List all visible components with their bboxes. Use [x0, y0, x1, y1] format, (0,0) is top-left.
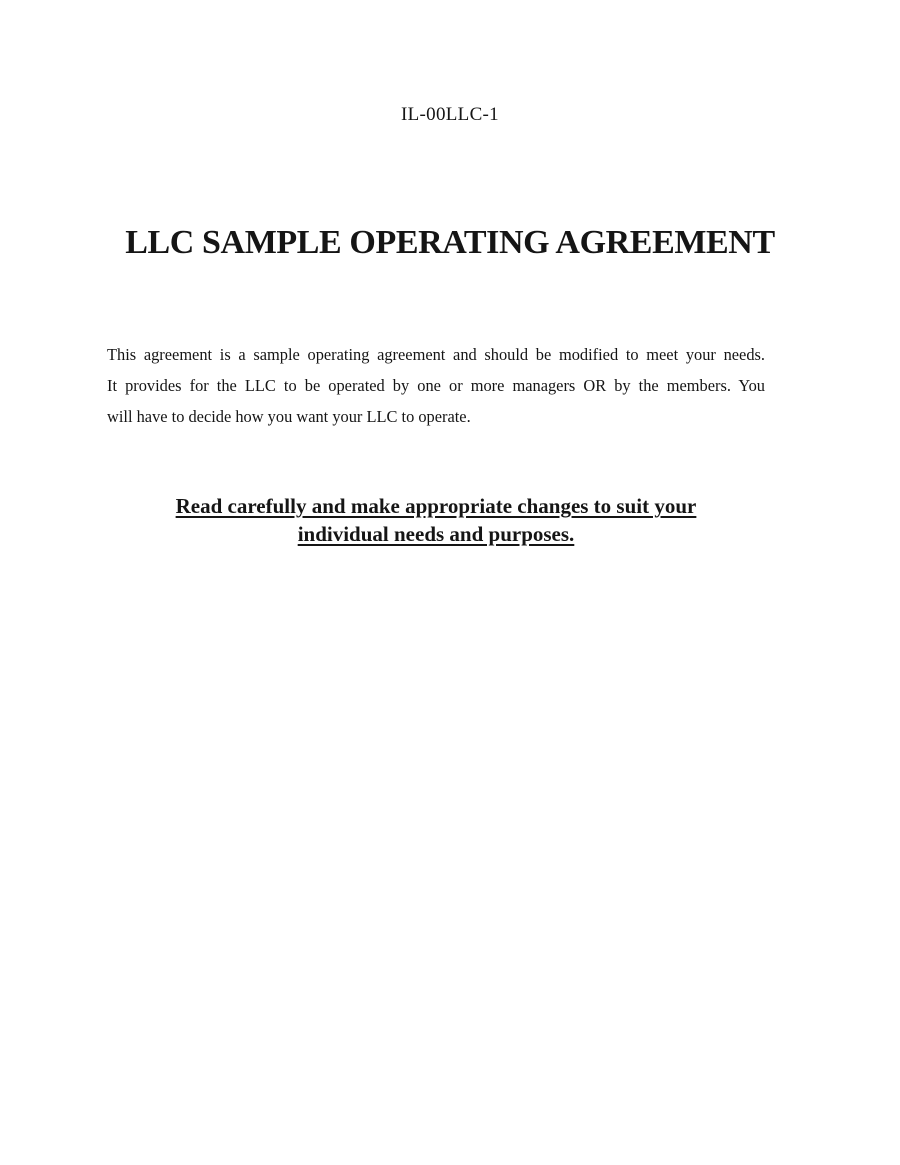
document-title: LLC SAMPLE OPERATING AGREEMENT	[125, 223, 775, 261]
document-code: IL-00LLC-1	[401, 104, 499, 125]
intro-paragraph	[107, 339, 765, 432]
notice-line-1: Read carefully and make appropriate changes to suit your	[175, 494, 697, 518]
intro-line-3: will have to decide how you want your LLC to operate.	[107, 407, 471, 426]
notice-line-2: individual needs and purposes.	[297, 521, 575, 546]
notice-heading	[107, 493, 765, 548]
intro-line-1: This agreement is a sample operating agreement and should be modified to meet your needs.	[107, 345, 765, 364]
intro-line-2: It provides for the LLC to be operated by one or more managers OR by the members. You	[107, 376, 765, 395]
